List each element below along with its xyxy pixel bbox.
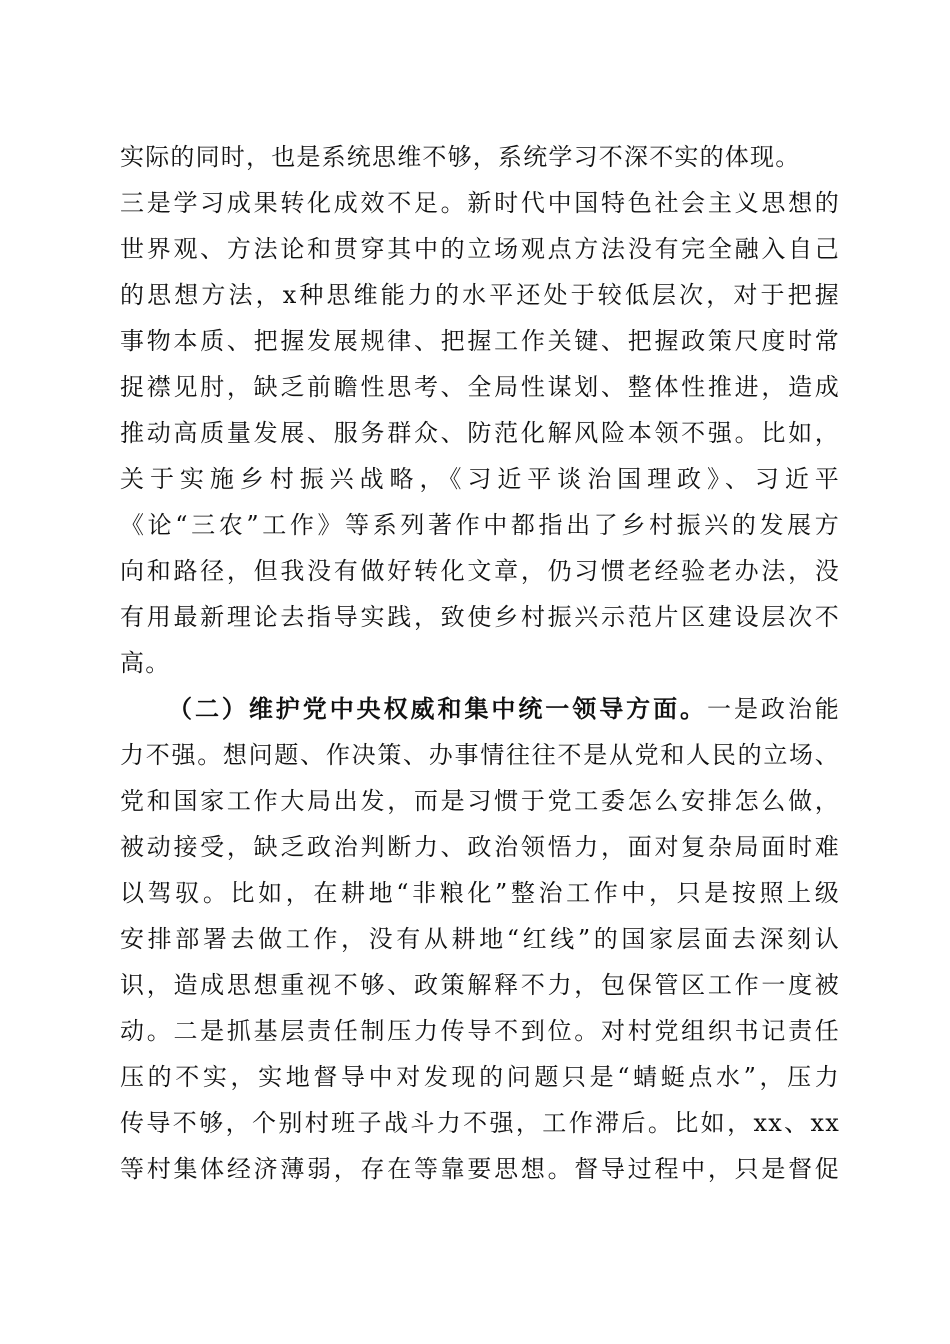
- paragraph-line: 以驾驭。比如，在耕地“非粮化”整治工作中，只是按照上级: [120, 879, 840, 907]
- paragraph-line: 捉襟见肘，缺乏前瞻性思考、全局性谋划、整体性推进，造成: [120, 373, 840, 401]
- paragraph-line: 事物本质、把握发展规律、把握工作关键、把握政策尺度时常: [120, 327, 840, 355]
- paragraph-line: 世界观、方法论和贯穿其中的立场观点方法没有完全融入自己: [120, 235, 840, 263]
- paragraph-line: 实际的同时，也是系统思维不够，系统学习不深不实的体现。: [120, 143, 801, 171]
- paragraph-line: 推动高质量发展、服务群众、防范化解风险本领不强。比如，: [120, 419, 840, 447]
- paragraph-line: 传导不够，个别村班子战斗力不强，工作滞后。比如，xx、xx: [120, 1109, 840, 1137]
- paragraph-line: 高。: [120, 649, 171, 677]
- section-two-first-line-text: 一是政治能: [707, 695, 840, 723]
- paragraph-line: 有用最新理论去指导实践，致使乡村振兴示范片区建设层次不: [120, 603, 840, 631]
- paragraph-line: 等村集体经济薄弱，存在等靠要思想。督导过程中，只是督促: [120, 1155, 840, 1183]
- paragraph-line: 安排部署去做工作，没有从耕地“红线”的国家层面去深刻认: [120, 925, 840, 953]
- paragraph-line: 动。二是抓基层责任制压力传导不到位。对村党组织书记责任: [120, 1017, 840, 1045]
- paragraph-line: 关于实施乡村振兴战略，《习近平谈治国理政》、习近平: [120, 465, 840, 493]
- section-two-heading: （二）维护党中央权威和集中统一领导方面。: [168, 694, 707, 723]
- paragraph-line: 党和国家工作大局出发，而是习惯于党工委怎么安排怎么做，: [120, 787, 840, 815]
- paragraph-line: 三是学习成果转化成效不足。新时代中国特色社会主义思想的: [120, 189, 840, 217]
- paragraph-line: 被动接受，缺乏政治判断力、政治领悟力，面对复杂局面时难: [120, 833, 840, 861]
- paragraph-line: 向和路径，但我没有做好转化文章，仍习惯老经验老办法，没: [120, 557, 840, 585]
- paragraph-line: 压的不实，实地督导中对发现的问题只是“蜻蜓点水”，压力: [120, 1063, 840, 1091]
- paragraph-line: 力不强。想问题、作决策、办事情往往不是从党和人民的立场、: [120, 741, 840, 769]
- paragraph-line: 识，造成思想重视不够、政策解释不力，包保管区工作一度被: [120, 971, 840, 999]
- paragraph-line: 的思想方法，x种思维能力的水平还处于较低层次，对于把握: [120, 281, 840, 309]
- section-two-first-line: [168, 687, 840, 731]
- paragraph-line: 《论“三农”工作》等系列著作中都指出了乡村振兴的发展方: [120, 511, 840, 539]
